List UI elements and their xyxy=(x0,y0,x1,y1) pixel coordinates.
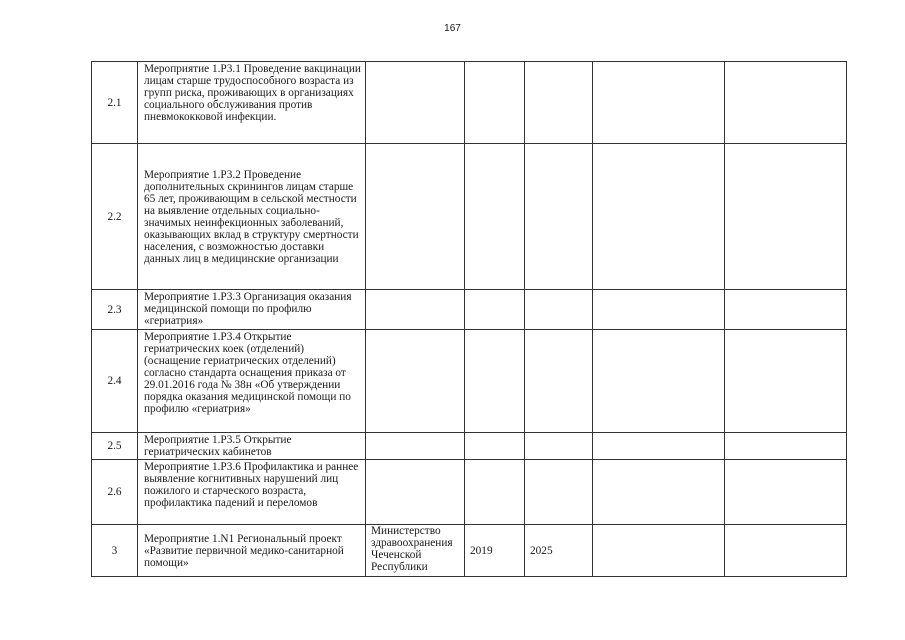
row-number: 2.6 xyxy=(92,460,138,525)
table-row xyxy=(92,62,847,144)
table-row xyxy=(92,290,847,330)
end-year-cell xyxy=(525,62,593,144)
responsible-cell xyxy=(366,433,465,460)
end-year-cell xyxy=(525,433,593,460)
empty-cell xyxy=(593,460,725,525)
row-number: 3 xyxy=(92,525,138,577)
empty-cell xyxy=(725,460,847,525)
end-year-cell: 2025 xyxy=(525,525,593,577)
empty-cell xyxy=(725,290,847,330)
empty-cell xyxy=(725,330,847,433)
measure-description: Мероприятие 1.N1 Региональный проект «Развитие первичной медико-санитарной помощи» xyxy=(138,525,366,577)
empty-cell xyxy=(725,433,847,460)
measure-description: Мероприятие 1.Р3.4 Открытие гериатрических коек (отделений) (оснащение гериатрических отделений) согласно стандарта оснащения приказа от 29.01.2016 года № 38н «Об утверждении порядка оказания медицинской помощи по профилю «гериатрия» xyxy=(138,330,366,433)
table-row xyxy=(92,433,847,460)
measures-table xyxy=(91,61,847,577)
page-number: 167 xyxy=(444,23,461,34)
empty-cell xyxy=(593,144,725,290)
empty-cell xyxy=(593,62,725,144)
responsible-cell xyxy=(366,330,465,433)
start-year-cell xyxy=(465,433,525,460)
end-year-cell xyxy=(525,290,593,330)
responsible-cell xyxy=(366,290,465,330)
responsible-cell: Министерство здравоохранения Чеченской Республики xyxy=(366,525,465,577)
start-year-cell xyxy=(465,144,525,290)
table-row xyxy=(92,460,847,525)
row-number: 2.4 xyxy=(92,330,138,433)
responsible-cell xyxy=(366,62,465,144)
table-row xyxy=(92,144,847,290)
row-number: 2.2 xyxy=(92,144,138,290)
empty-cell xyxy=(725,144,847,290)
end-year-cell xyxy=(525,144,593,290)
responsible-cell xyxy=(366,460,465,525)
empty-cell xyxy=(593,290,725,330)
empty-cell xyxy=(725,525,847,577)
empty-cell xyxy=(593,525,725,577)
table-row xyxy=(92,525,847,577)
end-year-cell xyxy=(525,460,593,525)
start-year-cell xyxy=(465,330,525,433)
empty-cell xyxy=(593,330,725,433)
row-number: 2.1 xyxy=(92,62,138,144)
responsible-cell xyxy=(366,144,465,290)
start-year-cell: 2019 xyxy=(465,525,525,577)
row-number: 2.3 xyxy=(92,290,138,330)
row-number: 2.5 xyxy=(92,433,138,460)
start-year-cell xyxy=(465,290,525,330)
measure-description: Мероприятие 1.Р3.5 Открытие гериатрических кабинетов xyxy=(138,433,366,460)
empty-cell xyxy=(725,62,847,144)
measure-description: Мероприятие 1.Р3.2 Проведение дополнительных скринингов лицам старше 65 лет, проживающим в сельской местности на выявление отдельных социально-значимых неинфекционных заболеваний, оказывающих вклад в структуру смертности населения, с возможностью доставки данных лиц в медицинские организации xyxy=(138,144,366,290)
table-row xyxy=(92,330,847,433)
empty-cell xyxy=(593,433,725,460)
end-year-cell xyxy=(525,330,593,433)
start-year-cell xyxy=(465,460,525,525)
measure-description: Мероприятие 1.Р3.3 Организация оказания медицинской помощи по профилю «гериатрия» xyxy=(138,290,366,330)
measure-description: Мероприятие 1.Р3.6 Профилактика и раннее выявление когнитивных нарушений лиц пожилого и старческого возраста, профилактика падений и переломов xyxy=(138,460,366,525)
start-year-cell xyxy=(465,62,525,144)
measure-description: Мероприятие 1.Р3.1 Проведение вакцинации лицам старше трудоспособного возраста из групп риска, проживающих в организациях социального обслуживания против пневмококковой инфекции. xyxy=(138,62,366,144)
